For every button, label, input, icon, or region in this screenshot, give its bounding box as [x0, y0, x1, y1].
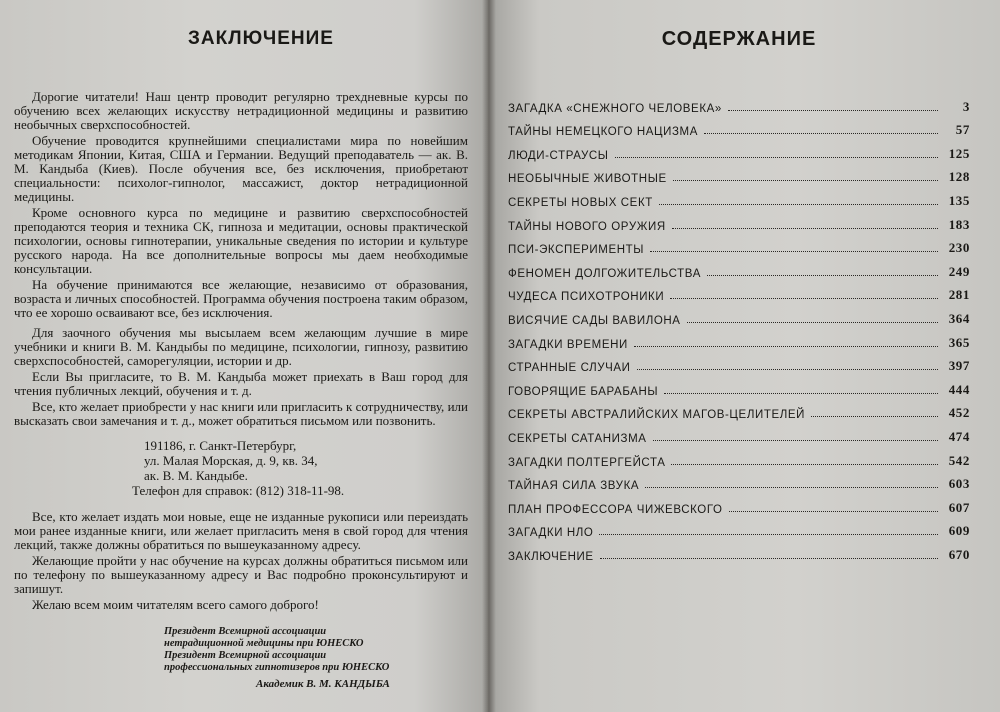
toc-entry-page: 670: [948, 546, 970, 562]
toc-entry[interactable]: [508, 539, 970, 563]
toc-entry[interactable]: [508, 256, 970, 280]
toc-entry-page: 249: [948, 263, 970, 279]
signature-line: профессиональных гипнотизеров при ЮНЕСКО: [164, 662, 390, 673]
toc-dot-leader: [673, 179, 938, 181]
toc-entry-title: СЕКРЕТЫ АВСТРАЛИЙСКИХ МАГОВ-ЦЕЛИТЕЛЕЙ: [508, 409, 806, 422]
toc-dot-leader: [728, 109, 938, 111]
toc-entry-title: ПЛАН ПРОФЕССОРА ЧИЖЕВСКОГО: [508, 503, 723, 516]
paragraph: Все, кто желает издать мои новые, еще не изданные рукописи или переиздать мои ранее изданные книги, или желает пригласить меня в свой город для чтения лекций, также должны обратиться по вышеуказанному адресу.: [14, 509, 468, 552]
toc-entry-page: 542: [948, 452, 970, 468]
paragraph: Дорогие читатели! Наш центр проводит регулярно трехдневные курсы по обучению всех желающих искусству нетрадиционной медицины и развитию необычных сверхспособностей.: [14, 89, 468, 132]
toc-entry-page: 603: [948, 476, 970, 492]
signature-line: Президент Всемирной ассоциации: [164, 650, 327, 661]
toc-dot-leader: [653, 439, 938, 441]
toc-entry-page: 607: [948, 499, 970, 515]
toc-entry-title: ТАЙНАЯ СИЛА ЗВУКА: [508, 480, 640, 493]
paragraph: На обучение принимаются все желающие, независимо от образования, возраста и личных способностей. Программа обучения построена таким образом, что ее хорошо осваивают все, без исключения.: [14, 277, 468, 320]
toc-entry-title: ФЕНОМЕН ДОЛГОЖИТЕЛЬСТВА: [508, 267, 701, 280]
toc-entry-page: 444: [948, 381, 970, 397]
toc-dot-leader: [707, 274, 938, 276]
toc-entry[interactable]: [508, 280, 970, 304]
toc-entry-page: 125: [948, 145, 970, 161]
toc-entry[interactable]: [508, 162, 970, 186]
toc-entry-page: 57: [955, 122, 970, 138]
author-signature: [14, 626, 468, 690]
toc-entry-page: 365: [948, 334, 970, 350]
signature-line: Президент Всемирной ассоциации: [164, 626, 327, 637]
toc-entry-title: ЗАГАДКИ НЛО: [508, 527, 594, 540]
toc-dot-leader: [671, 463, 938, 465]
toc-entry-title: ЧУДЕСА ПСИХОТРОНИКИ: [508, 291, 665, 304]
toc-dot-leader: [672, 227, 938, 229]
toc-entry-title: ТАЙНЫ НЕМЕЦКОГО НАЦИЗМА: [508, 126, 698, 139]
paragraph: Обучение проводится крупнейшими специалистами мира по новейшим методикам Японии, Китая, США и Германии. Ведущий преподаватель — ак. В. М. Кандыба (Киев). После обучения все, без исключения, приобретают специальности: психолог-гипнолог, массажист, доктор нетрадиционной медицины.: [14, 133, 468, 204]
table-of-contents: [508, 91, 970, 563]
address-line: ул. Малая Морская, д. 9, кв. 34,: [144, 453, 318, 468]
paragraph: Если Вы пригласите, то В. М. Кандыба может приехать в Ваш город для чтения публичных лекций, обучения и т. д.: [14, 369, 468, 398]
toc-entry-title: ЗАГАДКИ ВРЕМЕНИ: [508, 338, 628, 351]
toc-entry-title: ЗАГАДКИ ПОЛТЕРГЕЙСТА: [508, 456, 666, 469]
toc-dot-leader: [637, 368, 938, 370]
toc-entry[interactable]: [508, 138, 970, 162]
toc-entry-title: ЗАГАДКА «СНЕЖНОГО ЧЕЛОВЕКА»: [508, 102, 722, 115]
toc-entry-page: 3: [962, 98, 970, 114]
signature-line: нетрадиционной медицины при ЮНЕСКО: [164, 638, 364, 649]
toc-entry-title: ЛЮДИ-СТРАУСЫ: [508, 149, 609, 162]
book-gutter: [482, 0, 496, 712]
toc-dot-leader: [659, 203, 938, 205]
paragraph: Кроме основного курса по медицине и развитию сверхспособностей преподаются теория и техника СК, гипноза и медитации, основы практической психологии, основы гипнотерапии, уникальные сведения по истории и культуре русского народа. На все дополнительные вопросы мы даем необходимые консультации.: [14, 205, 468, 276]
toc-entry-page: 364: [948, 310, 970, 326]
toc-dot-leader: [650, 250, 938, 252]
paragraph: Для заочного обучения мы высылаем всем желающим лучшие в мире учебники и книги В. М. Кандыбы по медицине, психологии, гипнозу, развитию сверхспособностей, саморегуляции, истории и др.: [14, 325, 468, 368]
contact-address: [14, 438, 468, 498]
contact-phone: Телефон для справок: (812) 318-11-98.: [132, 483, 345, 498]
toc-entry[interactable]: [508, 303, 970, 327]
toc-entry-page: 128: [948, 169, 970, 185]
toc-entry-title: ТАЙНЫ НОВОГО ОРУЖИЯ: [508, 220, 666, 233]
toc-entry-title: СЕКРЕТЫ НОВЫХ СЕКТ: [508, 196, 653, 209]
toc-entry[interactable]: [508, 374, 970, 398]
toc-dot-leader: [599, 533, 938, 535]
address-line: ак. В. М. Кандыбе.: [144, 468, 248, 483]
paragraph: Желающие пройти у нас обучение на курсах должны обратиться письмом или по телефону по вышеуказанному адресу и Вас подробно проконсультируют и запишут.: [14, 553, 468, 596]
toc-entry[interactable]: [508, 351, 970, 375]
toc-entry[interactable]: [508, 398, 970, 422]
toc-entry[interactable]: [508, 445, 970, 469]
toc-entry-title: НЕОБЫЧНЫЕ ЖИВОТНЫЕ: [508, 173, 667, 186]
toc-entry[interactable]: [508, 516, 970, 540]
toc-entry[interactable]: [508, 327, 970, 351]
toc-entry-title: ВИСЯЧИЕ САДЫ ВАВИЛОНА: [508, 314, 681, 327]
toc-entry-title: СЕКРЕТЫ САТАНИЗМА: [508, 432, 647, 445]
right-page: [488, 0, 1000, 712]
toc-entry-title: ПСИ-ЭКСПЕРИМЕНТЫ: [508, 244, 645, 257]
toc-dot-leader: [615, 156, 938, 158]
toc-entry[interactable]: [508, 469, 970, 493]
toc-dot-leader: [704, 132, 938, 134]
toc-entry-page: 474: [948, 428, 970, 444]
address-line: 191186, г. Санкт-Петербург,: [144, 438, 297, 453]
toc-entry-title: ЗАКЛЮЧЕНИЕ: [508, 550, 594, 563]
paragraph: Все, кто желает приобрести у нас книги или пригласить к сотрудничеству, или высказать свои замечания и т. д., может обратиться письмом или позвонить.: [14, 399, 468, 428]
toc-dot-leader: [729, 510, 938, 512]
toc-entry-page: 135: [948, 192, 970, 208]
toc-entry-page: 281: [948, 287, 970, 303]
toc-entry-page: 452: [948, 405, 970, 421]
paragraph: Желаю всем моим читателям всего самого доброго!: [32, 597, 319, 612]
toc-entry[interactable]: [508, 233, 970, 257]
toc-entry[interactable]: [508, 209, 970, 233]
toc-dot-leader: [811, 415, 938, 417]
toc-dot-leader: [600, 557, 938, 559]
toc-entry[interactable]: [508, 115, 970, 139]
toc-dot-leader: [634, 345, 938, 347]
signature-academic: Академик В. М. КАНДЫБА: [256, 678, 390, 690]
contents-title: СОДЕРЖАНИЕ: [661, 28, 817, 50]
toc-entry-page: 609: [948, 523, 970, 539]
toc-dot-leader: [670, 297, 938, 299]
toc-entry[interactable]: [508, 185, 970, 209]
toc-entry-title: СТРАННЫЕ СЛУЧАИ: [508, 362, 631, 375]
left-page: [0, 0, 488, 712]
toc-entry-page: 183: [948, 216, 970, 232]
toc-entry[interactable]: [508, 492, 970, 516]
toc-dot-leader: [664, 392, 938, 394]
toc-dot-leader: [645, 486, 938, 488]
toc-entry-page: 230: [948, 240, 970, 256]
toc-entry[interactable]: [508, 421, 970, 445]
toc-entry-title: ГОВОРЯЩИЕ БАРАБАНЫ: [508, 385, 659, 398]
toc-entry[interactable]: [508, 91, 970, 115]
toc-entry-page: 397: [948, 358, 970, 374]
toc-dot-leader: [687, 321, 938, 323]
left-page-title: ЗАКЛЮЧЕНИЕ: [188, 28, 334, 49]
